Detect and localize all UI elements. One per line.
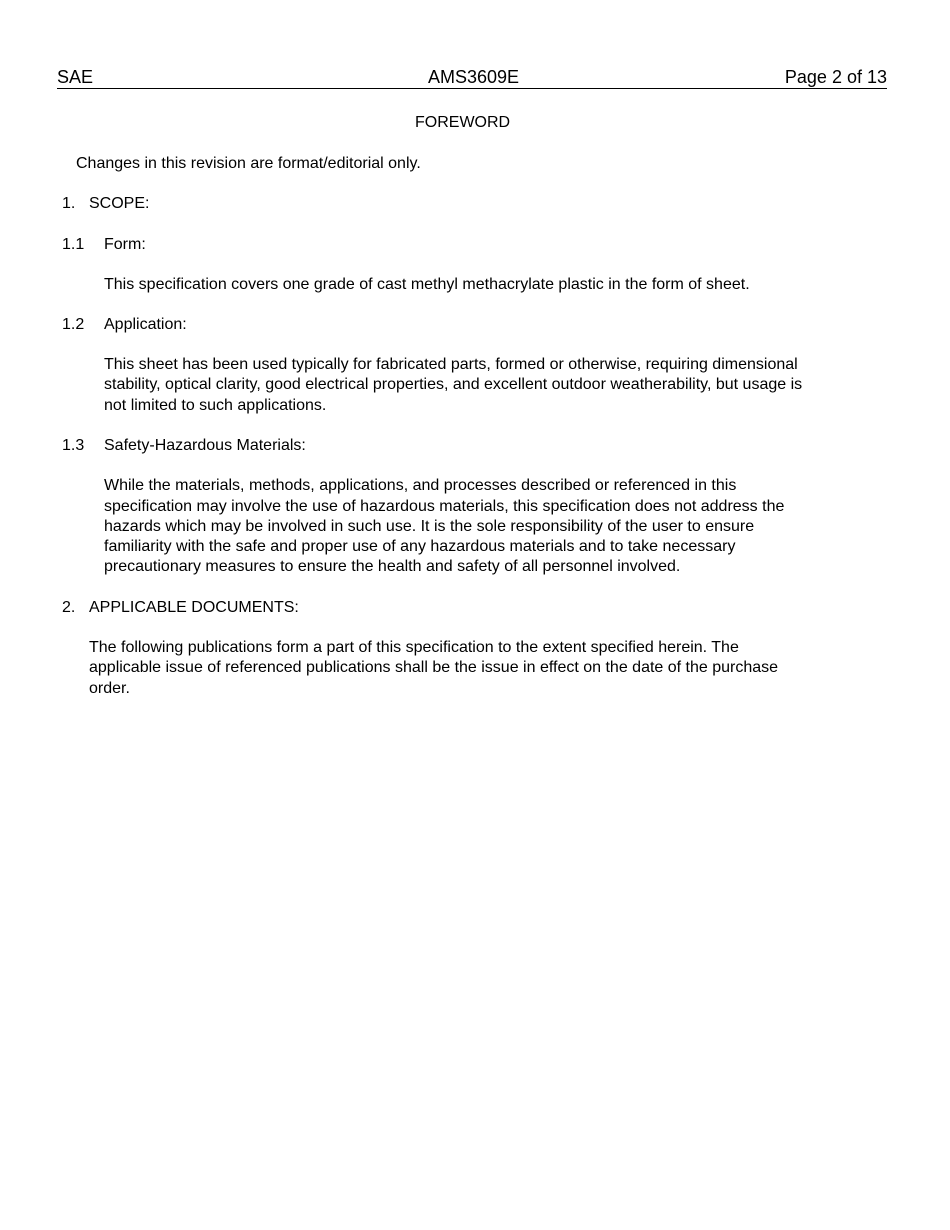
section-1-2-number: 1.2 (62, 316, 85, 333)
section-1-2-line: not limited to such applications. (104, 397, 327, 414)
section-2-line: order. (89, 680, 130, 697)
section-1-3-line: hazards which may be involved in such use. It is the sole responsibility of the user to ensure (104, 518, 755, 535)
section-2-line: The following publications form a part of this specification to the extent specified herein. The (89, 639, 739, 656)
section-1-3-number: 1.3 (62, 437, 85, 454)
section-1-2-title: Application: (104, 316, 187, 333)
section-2-number: 2. (62, 599, 76, 616)
header-org: SAE (57, 67, 94, 87)
section-1-3-line: specification may involve the use of hazardous materials, this specification does not address the (104, 498, 785, 515)
section-1-1-title: Form: (104, 236, 146, 253)
section-1-title: SCOPE: (89, 195, 150, 212)
section-1-1-text: This specification covers one grade of cast methyl methacrylate plastic in the form of sheet. (104, 276, 750, 293)
section-1-3-line: familiarity with the safe and proper use of any hazardous materials and to take necessary (104, 538, 736, 555)
section-1-3-line: While the materials, methods, applications, and processes described or referenced in this (104, 477, 737, 494)
page-header (57, 66, 887, 89)
section-2-title: APPLICABLE DOCUMENTS: (89, 599, 299, 616)
section-2-line: applicable issue of referenced publications shall be the issue in effect on the date of the purchase (89, 659, 779, 676)
section-1-1-number: 1.1 (62, 236, 85, 253)
header-doc-number: AMS3609E (428, 67, 520, 87)
section-1-3-title: Safety-Hazardous Materials: (104, 437, 306, 454)
foreword-text: Changes in this revision are format/editorial only. (76, 155, 421, 172)
section-1-number: 1. (62, 195, 76, 212)
foreword-title: FOREWORD (415, 114, 511, 131)
section-1-2-line: stability, optical clarity, good electrical properties, and excellent outdoor weatherability, but usage is (104, 376, 803, 393)
section-1-2-line: This sheet has been used typically for fabricated parts, formed or otherwise, requiring dimensional (104, 356, 798, 373)
section-1-3-line: precautionary measures to ensure the health and safety of all personnel involved. (104, 558, 681, 575)
header-page-number: Page 2 of 13 (784, 67, 887, 87)
